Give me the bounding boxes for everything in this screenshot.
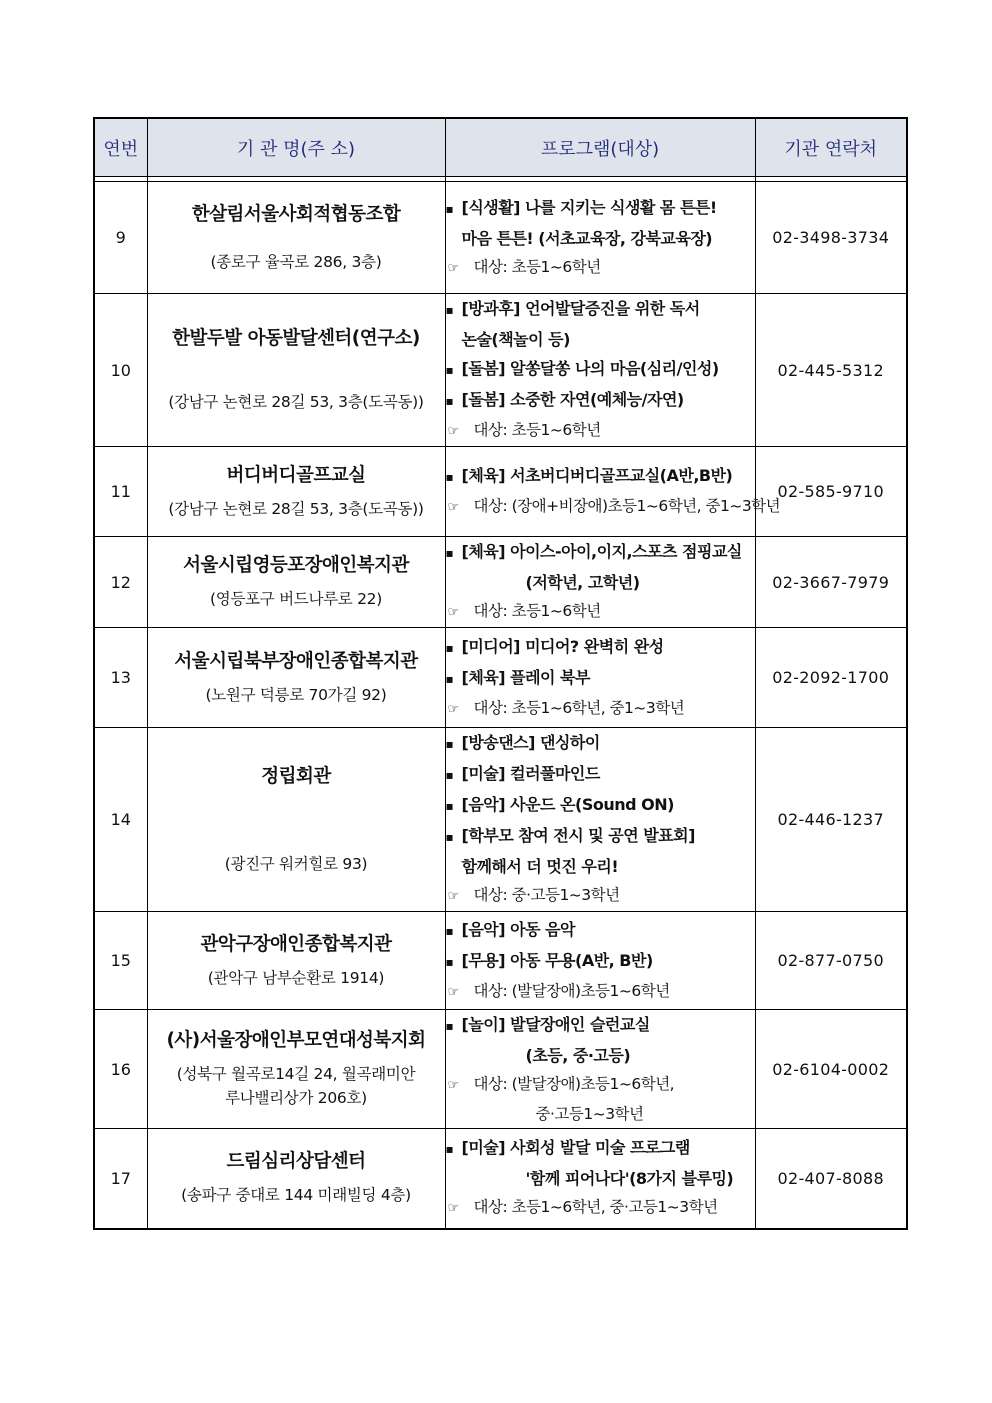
contact-phone: 02-407-8088 — [755, 1129, 907, 1229]
row-number: 16 — [94, 1010, 147, 1129]
table-row — [94, 728, 907, 912]
program-line — [446, 385, 755, 416]
program-text: 함께해서 더 멋진 우리! — [461, 857, 619, 876]
bullet-icon: ▪ — [445, 923, 454, 938]
program-line — [446, 790, 755, 821]
bullet-icon: ▪ — [445, 363, 454, 377]
pointing-hand-icon: ☞ — [447, 984, 459, 1000]
program-table — [93, 117, 908, 1230]
program-text: [음악] 아동 음악 — [461, 919, 576, 939]
table-row — [94, 182, 907, 294]
program-cell — [445, 912, 755, 1010]
org-address: (광진구 워커힐로 93) — [224, 854, 368, 873]
header-no: 연번 — [94, 118, 147, 177]
bullet-icon: ▪ — [445, 640, 454, 655]
program-cell — [445, 294, 755, 447]
table-row — [94, 628, 907, 728]
program-text: [체육] 서초버디버디골프교실(A반,B반) — [461, 466, 733, 485]
program-text: [체육] 플레이 북부 — [461, 667, 590, 687]
program-text: [무용] 아동 무용(A반, B반) — [461, 950, 653, 970]
program-line — [446, 1164, 755, 1193]
bullet-icon: ▪ — [445, 830, 454, 844]
contact-phone: 02-446-1237 — [755, 728, 907, 912]
table-row — [94, 1010, 907, 1129]
row-number: 11 — [94, 447, 147, 537]
bullet-icon: ▪ — [445, 1019, 454, 1033]
program-cell — [445, 1129, 755, 1229]
pointing-hand-icon: ☞ — [447, 889, 459, 904]
program-text: [놀이] 발달장애인 슬런교실 — [461, 1015, 650, 1034]
program-line — [446, 915, 755, 946]
program-cell — [445, 182, 755, 294]
pointing-hand-icon: ☞ — [447, 1201, 459, 1217]
program-text: [학부모 참여 전시 및 공연 발표회] — [461, 826, 695, 845]
bullet-icon: ▪ — [445, 1142, 454, 1157]
program-line — [446, 325, 755, 354]
program-text: '함께 피어나다'(8가지 블루밍) — [525, 1169, 734, 1189]
program-line — [446, 568, 755, 597]
program-line — [446, 224, 755, 253]
target-text: 대상: (발달장애)초등1~6학년, — [473, 1075, 675, 1093]
org-address: (강남구 논현로 28길 53, 3층(도곡동)) — [168, 499, 424, 518]
program-cell — [445, 628, 755, 728]
bullet-icon: ▪ — [445, 768, 454, 782]
program-text: [돌봄] 알쏭달쏭 나의 마음(심리/인성) — [461, 359, 719, 378]
org-cell — [147, 1010, 445, 1129]
table-body — [94, 177, 907, 1229]
org-address: (종로구 율곡로 286, 3층) — [210, 252, 382, 271]
program-line — [446, 632, 755, 663]
contact-phone: 02-2092-1700 — [755, 628, 907, 728]
program-text: [음악] 사운드 온(Sound ON) — [461, 795, 674, 814]
program-target — [446, 416, 755, 446]
org-address: (영등포구 버드나루로 22) — [210, 590, 382, 608]
org-address: (노원구 덕릉로 70가길 92) — [205, 685, 387, 704]
org-name: 서울시립영등포장애인복지관 — [183, 555, 409, 576]
program-line — [446, 1133, 755, 1164]
header-contact: 기관 연락처 — [755, 118, 907, 177]
pointing-hand-icon: ☞ — [447, 701, 459, 717]
header-row — [94, 118, 907, 177]
program-text: [방과후] 언어발달증진을 위한 독서 — [461, 299, 700, 318]
pointing-hand-icon: ☞ — [447, 1078, 459, 1093]
org-cell — [147, 447, 445, 537]
target-text: 대상: (발달장애)초등1~6학년 — [473, 981, 670, 1000]
program-cell — [445, 1010, 755, 1129]
org-name: (사)서울장애인부모연대성북지회 — [166, 1030, 426, 1051]
org-name: 한발두발 아동발달센터(연구소) — [172, 328, 420, 349]
row-number: 10 — [94, 294, 147, 447]
header-org: 기 관 명(주 소) — [147, 118, 445, 177]
program-text: [방송댄스] 댄싱하이 — [461, 733, 600, 752]
row-number: 9 — [94, 182, 147, 294]
contact-phone: 02-3498-3734 — [755, 182, 907, 294]
row-number: 13 — [94, 628, 147, 728]
program-line — [446, 852, 755, 881]
program-text: [미술] 사회성 발달 미술 프로그램 — [461, 1138, 690, 1158]
table-row — [94, 447, 907, 537]
target-text: 대상: 중·고등1~3학년 — [473, 886, 620, 904]
org-name: 관악구장애인종합복지관 — [200, 933, 392, 955]
program-text: 마음 튼튼! (서초교육장, 강북교육장) — [461, 228, 713, 248]
org-address: (성북구 월곡로14길 24, 월곡래미안 — [176, 1065, 416, 1083]
program-target — [446, 1070, 755, 1100]
program-text: (저학년, 고학년) — [525, 573, 640, 592]
target-text: 대상: 초등1~6학년, 중1~3학년 — [473, 698, 685, 717]
header-program: 프로그램(대상) — [445, 118, 755, 177]
program-target — [446, 694, 755, 724]
program-target — [446, 1193, 755, 1223]
target-text-continued: 중·고등1~3학년 — [535, 1105, 644, 1123]
contact-phone: 02-3667-7979 — [755, 537, 907, 628]
org-name: 버디버디골프교실 — [226, 464, 366, 486]
contact-phone: 02-877-0750 — [755, 912, 907, 1010]
program-target — [446, 597, 755, 627]
bullet-icon: ▪ — [445, 799, 454, 813]
program-cell — [445, 728, 755, 912]
org-cell — [147, 1129, 445, 1229]
row-number: 15 — [94, 912, 147, 1010]
pointing-hand-icon: ☞ — [447, 424, 459, 439]
org-name: 드림심리상담센터 — [226, 1151, 366, 1173]
table-row — [94, 537, 907, 628]
row-number: 17 — [94, 1129, 147, 1229]
program-text: [미술] 컬러풀마인드 — [461, 764, 600, 783]
program-line — [446, 728, 755, 759]
target-text: 대상: 초등1~6학년 — [473, 421, 601, 439]
table-row — [94, 294, 907, 447]
org-cell — [147, 182, 445, 294]
program-line — [446, 821, 755, 852]
program-target — [446, 492, 781, 522]
program-text: (초등, 중·고등) — [525, 1046, 631, 1065]
target-text: 대상: 초등1~6학년, 중·고등1~3학년 — [473, 1198, 718, 1217]
bullet-icon: ▪ — [445, 470, 454, 484]
bullet-icon: ▪ — [445, 394, 454, 408]
table-row — [94, 912, 907, 1010]
bullet-icon: ▪ — [445, 671, 454, 686]
org-name: 서울시립북부장애인종합복지관 — [174, 650, 418, 672]
program-line — [446, 1010, 755, 1041]
program-cell — [445, 537, 755, 628]
target-text: 대상: (장애+비장애)초등1~6학년, 중1~3학년 — [473, 497, 781, 515]
program-line — [446, 461, 755, 492]
program-line — [446, 946, 755, 977]
row-number: 12 — [94, 537, 147, 628]
program-target — [446, 253, 755, 283]
program-target — [446, 881, 755, 911]
org-cell — [147, 537, 445, 628]
program-line — [446, 663, 755, 694]
org-cell — [147, 628, 445, 728]
program-line — [446, 759, 755, 790]
target-text: 대상: 초등1~6학년 — [473, 257, 601, 276]
bullet-icon: ▪ — [445, 303, 454, 317]
org-name: 정립회관 — [261, 765, 331, 787]
pointing-hand-icon: ☞ — [447, 500, 459, 515]
target-text: 대상: 초등1~6학년 — [473, 602, 601, 620]
org-cell — [147, 912, 445, 1010]
bullet-icon: ▪ — [445, 954, 454, 969]
contact-phone: 02-445-5312 — [755, 294, 907, 447]
org-address: (송파구 중대로 144 미래빌딩 4층) — [181, 1186, 411, 1205]
org-address: (관악구 남부순환로 1914) — [207, 968, 385, 987]
program-line — [446, 294, 755, 325]
org-cell — [147, 294, 445, 447]
program-line — [446, 537, 755, 568]
contact-phone: 02-6104-0002 — [755, 1010, 907, 1129]
pointing-hand-icon: ☞ — [447, 260, 459, 276]
contact-phone: 02-585-9710 — [755, 447, 907, 537]
org-cell — [147, 728, 445, 912]
bullet-icon: ▪ — [445, 201, 454, 216]
program-text: 논술(책놀이 등) — [461, 330, 570, 349]
pointing-hand-icon: ☞ — [447, 605, 459, 620]
program-line — [446, 354, 755, 385]
org-name: 한살림서울사회적협동조합 — [191, 203, 401, 225]
program-text: [돌봄] 소중한 자연(예체능/자연) — [461, 390, 684, 409]
program-cell — [445, 447, 781, 537]
bullet-icon: ▪ — [445, 737, 454, 751]
program-text: [미디어] 미디어? 완벽히 완성 — [461, 636, 664, 656]
program-target — [446, 977, 755, 1007]
row-number: 14 — [94, 728, 147, 912]
table-row — [94, 1129, 907, 1229]
org-address: 루나밸리상가 206호) — [225, 1089, 367, 1107]
program-text: [식생활] 나를 지키는 식생활 몸 튼튼! — [461, 197, 717, 217]
program-line — [446, 1041, 755, 1070]
org-address: (강남구 논현로 28길 53, 3층(도곡동)) — [168, 393, 424, 411]
program-text: [체육] 아이스-아이,이지,스포츠 점핑교실 — [461, 542, 742, 561]
program-line — [446, 193, 755, 224]
bullet-icon: ▪ — [445, 546, 454, 560]
